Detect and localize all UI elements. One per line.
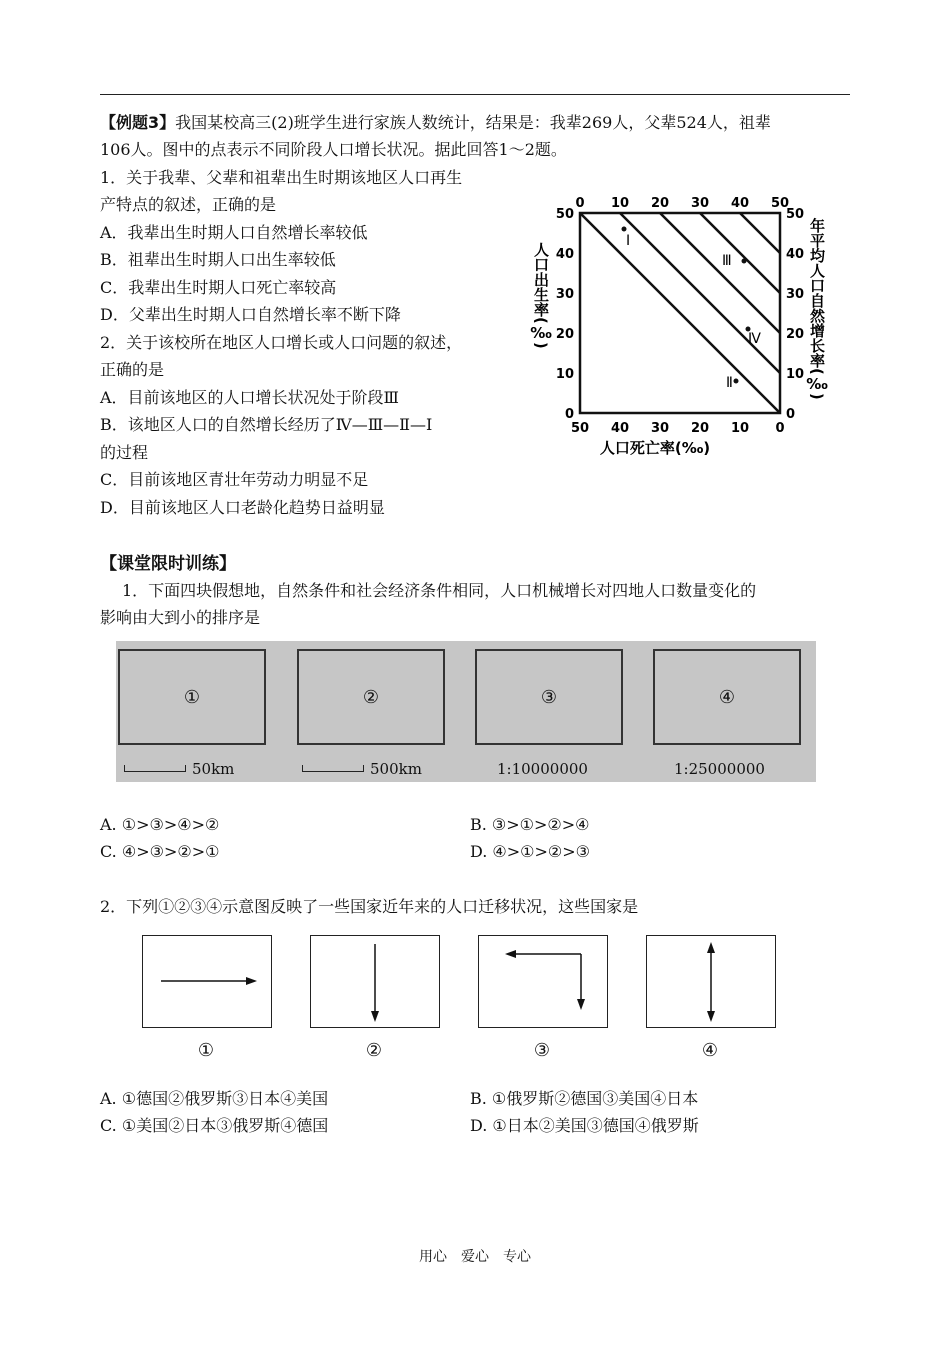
t-q1-stem-line-1: 1．下面四块假想地，自然条件和社会经济条件相同，人口机械增长对四地人口数量变化的	[122, 581, 757, 600]
right-tick-label: 0	[786, 407, 796, 422]
top-tick-label: 50	[770, 196, 790, 211]
page-footer: 用心 爱心 专心	[419, 1249, 531, 1265]
t-q2-option-b[interactable]: B. ①俄罗斯②德国③美国④日本	[470, 1089, 699, 1108]
q2-option-a[interactable]: A．目前该地区的人口增长状况处于阶段Ⅲ	[100, 388, 399, 407]
map-scale-4: 1:25000000	[674, 760, 765, 778]
scale-text-2: 500km	[370, 760, 422, 778]
q1-option-d[interactable]: D．父辈出生时期人口自然增长率不断下降	[100, 305, 401, 324]
right-tick-label: 20	[786, 327, 805, 342]
data-point-label-1: Ⅰ	[626, 233, 631, 249]
example-intro-line-2: 106人。图中的点表示不同阶段人口增长状况。据此回答1～2题。	[100, 140, 567, 159]
q2-option-c[interactable]: C．目前该地区青壮年劳动力明显不足	[100, 470, 369, 489]
arrow-corner-icon	[479, 936, 607, 1027]
top-tick-label: 40	[730, 196, 750, 211]
example-intro-text-1: 我国某校高三(2)班学生进行家族人数统计，结果是：我辈269人，父辈524人，祖辈	[175, 113, 771, 132]
right-tick-label: 30	[786, 287, 805, 302]
y-axis-label: 人口出生率(‰)	[532, 242, 550, 349]
y2-axis-label: 年平均人口自然增长率(‰)	[808, 218, 826, 400]
right-tick-label: 10	[786, 367, 805, 382]
data-point-label-3: Ⅲ	[722, 253, 732, 269]
migration-label-4: ④	[701, 1040, 719, 1061]
population-growth-chart	[525, 190, 835, 460]
migration-box-3	[478, 935, 608, 1028]
scale-bar-icon	[302, 765, 364, 772]
x-axis-label: 人口死亡率(‰)	[599, 439, 711, 457]
migration-label-1: ①	[197, 1040, 215, 1061]
x-tick-label: 10	[730, 421, 750, 436]
migration-label-3: ③	[533, 1040, 551, 1061]
q2-option-d[interactable]: D．目前该地区人口老龄化趋势日益明显	[100, 498, 385, 517]
hypothetical-maps-panel	[116, 641, 816, 782]
map-label-2: ②	[362, 686, 380, 708]
data-point-2	[734, 379, 739, 384]
q1-stem-line-1: 1．关于我辈、父辈和祖辈出生时期该地区人口再生	[100, 168, 463, 187]
t-q2-option-c[interactable]: C. ①美国②日本③俄罗斯④德国	[100, 1116, 329, 1135]
training-title: 【课堂限时训练】	[100, 554, 236, 574]
map-scale-1	[124, 759, 234, 779]
example-intro-line-1	[100, 112, 771, 134]
top-tick-label: 10	[610, 196, 630, 211]
y-tick-label: 50	[555, 207, 574, 222]
q1-option-c[interactable]: C．我辈出生时期人口死亡率较高	[100, 278, 337, 297]
t-q2-option-a[interactable]: A. ①德国②俄罗斯③日本④美国	[100, 1089, 329, 1108]
arrow-up-down-icon	[647, 936, 775, 1027]
t-q2-option-d[interactable]: D. ①日本②美国③德国④俄罗斯	[470, 1116, 699, 1135]
map-box-1	[118, 649, 266, 745]
q1-option-a[interactable]: A．我辈出生时期人口自然增长率较低	[100, 223, 368, 242]
y-tick-label: 40	[555, 247, 574, 262]
x-tick-label: 50	[570, 421, 590, 436]
t-q1-option-b[interactable]: B. ③>①>②>④	[470, 815, 590, 834]
growth-line-10	[620, 213, 780, 373]
growth-line-40	[740, 213, 780, 253]
arrow-right-icon	[143, 936, 271, 1027]
x-tick-label: 30	[650, 421, 670, 436]
t-q1-option-d[interactable]: D. ④>①>②>③	[470, 842, 591, 861]
migration-box-4	[646, 935, 776, 1028]
right-tick-label: 50	[786, 207, 805, 222]
map-box-2	[297, 649, 445, 745]
growth-line-20	[660, 213, 780, 333]
arrow-down-icon	[311, 936, 439, 1027]
q2-stem-line-1: 2．关于该校所在地区人口增长或人口问题的叙述，	[100, 333, 463, 352]
top-tick-label: 0	[575, 196, 585, 211]
map-box-4	[653, 649, 801, 745]
growth-line-0	[580, 213, 780, 413]
x-tick-label: 20	[690, 421, 710, 436]
top-tick-label: 20	[650, 196, 670, 211]
y-tick-label: 10	[555, 367, 574, 382]
y-tick-label: 20	[555, 327, 574, 342]
q2-option-b-line-1[interactable]: B．该地区人口的自然增长经历了Ⅳ—Ⅲ—Ⅱ—Ⅰ	[100, 415, 433, 434]
q2-stem-line-2: 正确的是	[100, 360, 165, 379]
t-q1-stem-line-2: 影响由大到小的排序是	[100, 608, 261, 627]
growth-line-30	[700, 213, 780, 293]
q2-option-b-line-2[interactable]: 的过程	[100, 443, 149, 462]
data-point-label-4: Ⅳ	[748, 331, 761, 347]
header-rule	[100, 94, 850, 95]
q1-stem-line-2: 产特点的叙述，正确的是	[100, 195, 277, 214]
t-q1-option-a[interactable]: A. ①>③>④>②	[100, 815, 220, 834]
map-label-3: ③	[540, 686, 558, 708]
map-label-4: ④	[718, 686, 736, 708]
y-tick-label: 0	[564, 407, 574, 422]
migration-box-2	[310, 935, 440, 1028]
data-point-3	[742, 259, 747, 264]
data-point-label-2: Ⅱ	[726, 375, 733, 391]
q1-option-b[interactable]: B．祖辈出生时期人口出生率较低	[100, 250, 336, 269]
map-scale-3: 1:10000000	[497, 760, 588, 778]
map-scale-2	[302, 759, 422, 779]
t-q2-stem: 2．下列①②③④示意图反映了一些国家近年来的人口迁移状况，这些国家是	[100, 897, 639, 916]
x-tick-label: 0	[775, 421, 785, 436]
t-q1-option-c[interactable]: C. ④>③>②>①	[100, 842, 220, 861]
example-tag: 【例题3】	[100, 113, 176, 132]
y-tick-label: 30	[555, 287, 574, 302]
scale-text-1: 50km	[192, 760, 235, 778]
migration-box-1	[142, 935, 272, 1028]
migration-label-2: ②	[365, 1040, 383, 1061]
top-tick-label: 30	[690, 196, 710, 211]
scale-bar-icon	[124, 765, 186, 772]
map-label-1: ①	[183, 686, 201, 708]
right-tick-label: 40	[786, 247, 805, 262]
x-tick-label: 40	[610, 421, 630, 436]
data-point-1	[622, 227, 627, 232]
map-box-3	[475, 649, 623, 745]
